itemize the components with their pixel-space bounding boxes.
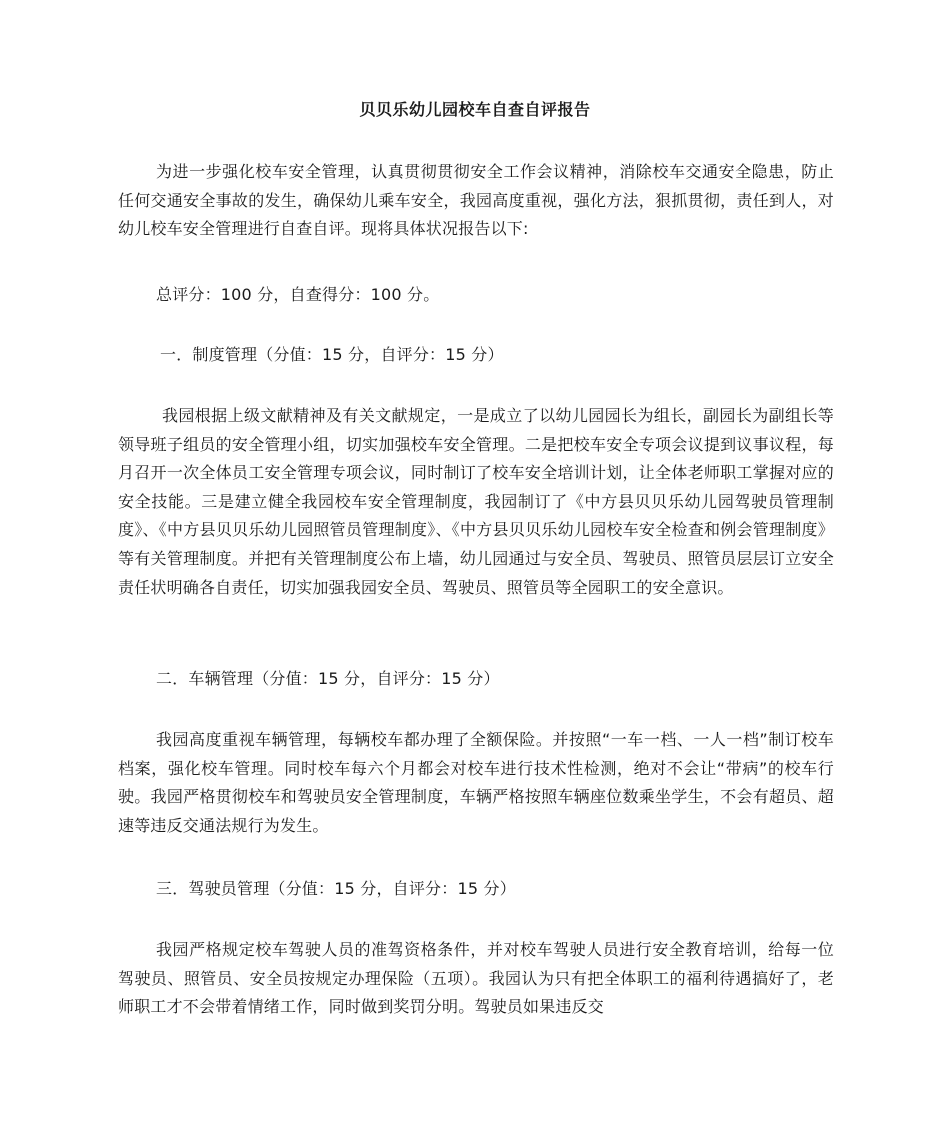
score-summary: 总评分：100 分，自查得分：100 分。 <box>156 285 440 304</box>
document-title: 贝贝乐幼儿园校车自查自评报告 <box>359 100 591 119</box>
section-body-2: 我园高度重视车辆管理，每辆校车都办理了全额保险。并按照“一车一档、一人一档”制订校车档案，强化校车管理。同时校车每六个月都会对校车进行技术性检测，绝对不会让“带病”的校车行驶。我园严格贯彻校车和驾驶员安全管理制度，车辆严格按照车辆座位数乘坐学生，不会有超员、超速等违反交通法规行为发生。 <box>118 730 834 835</box>
intro-paragraph: 为进一步强化校车安全管理，认真贯彻贯彻安全工作会议精神，消除校车交通安全隐患，防止任何交通安全事故的发生，确保幼儿乘车安全，我园高度重视，强化方法，狠抓贯彻，责任到人，对幼儿校车安全管理进行自查自评。现将具体状况报告以下: <box>118 162 834 239</box>
section-body-3: 我园严格规定校车驾驶人员的准驾资格条件，并对校车驾驶人员进行安全教育培训，给每一位驾驶员、照管员、安全员按规定办理保险（五项）。我园认为只有把全体职工的福利待遇搞好了，老师职工才不会带着情绪工作，同时做到奖罚分明。驾驶员如果违反交 <box>118 940 834 1017</box>
section-heading-3: 三．驾驶员管理（分值：15 分，自评分：15 分） <box>156 879 516 898</box>
section-heading-1: 一．制度管理（分值：15 分，自评分：15 分） <box>160 345 504 364</box>
section-body-1: 我园根据上级文献精神及有关文献规定，一是成立了以幼儿园园长为组长，副园长为副组长等领导班子组员的安全管理小组，切实加强校车安全管理。二是把校车安全专项会议提到议事议程，每月召开一次全体员工安全管理专项会议，同时制订了校车安全培训计划，让全体老师职工掌握对应的安全技能。三是建立健全我园校车安全管理制度，我园制订了《中方县贝贝乐幼儿园驾驶员管理制度》、《中方县贝贝乐幼儿园照管员管理制度》、《中方县贝贝乐幼儿园校车安全检查和例会管理制度》等有关管理制度。并把有关管理制度公布上墙，幼儿园通过与安全员、驾驶员、照管员层层订立安全责任状明确各自责任，切实加强我园安全员、驾驶员、照管员等全园职工的安全意识。 <box>118 406 834 597</box>
section-heading-2: 二．车辆管理（分值：15 分，自评分：15 分） <box>156 669 500 688</box>
